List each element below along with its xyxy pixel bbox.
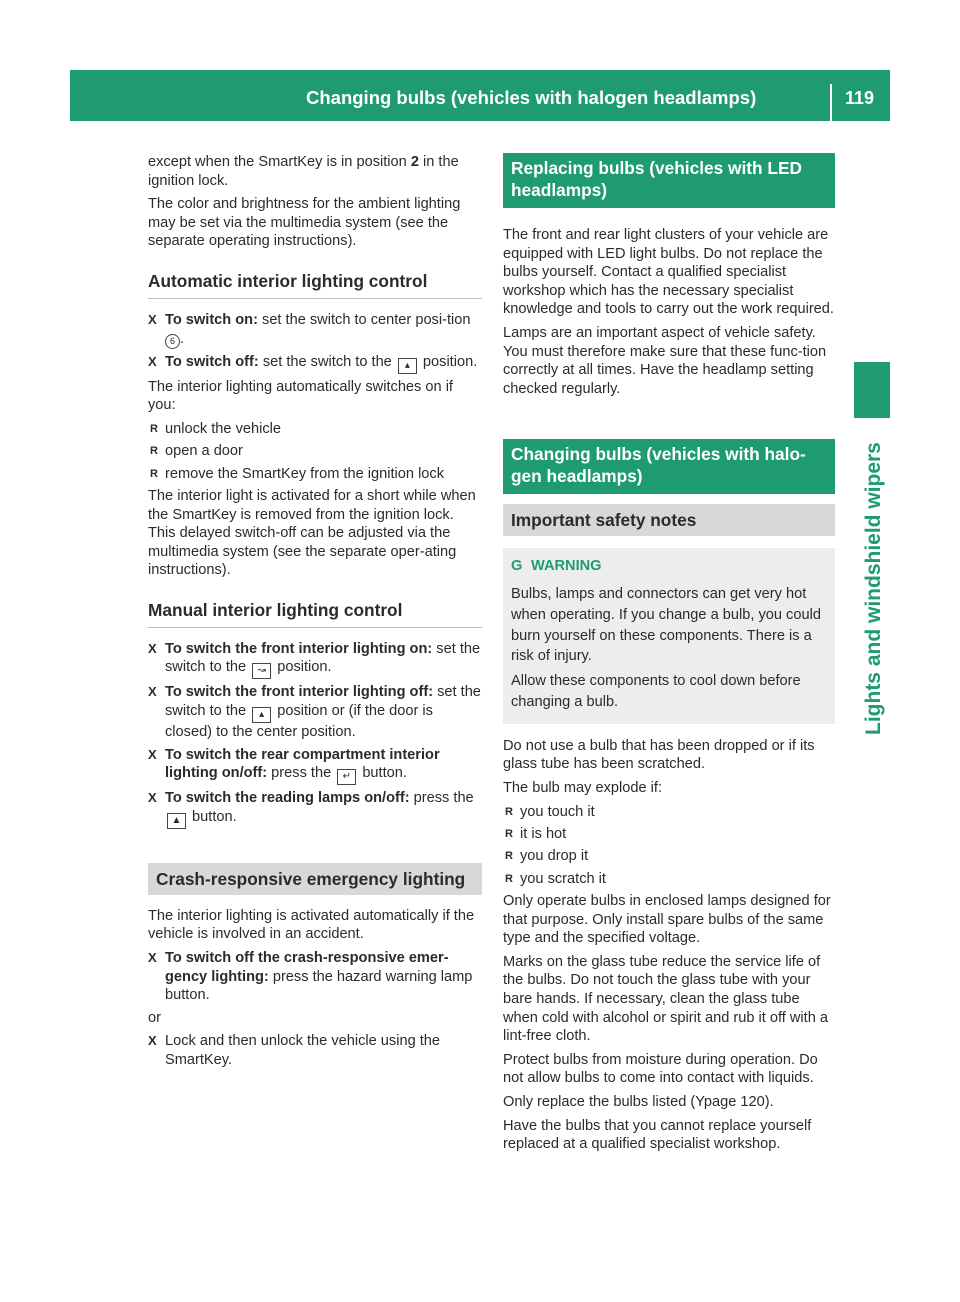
paragraph: Only replace the bulbs listed (Ypage 120).	[503, 1094, 774, 1110]
warning-text: Bulbs, lamps and connectors can get very hot when operating. If you change a bulb, you could burn yourself on these components. There is a risk of injury.	[511, 585, 821, 665]
page-ref-icon: Y	[695, 1094, 704, 1110]
off-switch-icon: ▴	[252, 707, 271, 723]
off-switch-icon: ▴	[398, 358, 417, 374]
position-6-icon: 6	[165, 334, 180, 349]
header-separator	[830, 84, 832, 121]
paragraph: The interior lighting automatically switches on if you:	[148, 378, 453, 414]
list-item: R open a door	[150, 443, 243, 460]
list-item: R you drop it	[505, 848, 589, 865]
step-marker-icon: X	[148, 746, 157, 762]
list-item: R remove the SmartKey from the ignition lock	[150, 465, 445, 482]
paragraph: The interior light is activated for a short while when the SmartKey is removed from the ignition lock. This delayed switch-off can be adjusted via the multimedia system (see the separate oper-ating instructions).	[148, 487, 476, 579]
paragraph: Have the bulbs that you cannot replace yourself replaced at a qualified specialist workshop.	[503, 1117, 812, 1153]
door-contact-icon: ↝	[252, 663, 271, 679]
list-item: R you scratch it	[505, 870, 606, 887]
section-heading-crash-lighting: Crash-responsive emergency lighting	[148, 863, 482, 895]
instruction-step: X To switch the front interior lighting off: set the switch to the ▴ position or (if the door is closed) to the center position.	[148, 684, 481, 741]
warning-text: Allow these components to cool down before changing a bulb.	[511, 673, 801, 710]
step-marker-icon: X	[148, 640, 157, 656]
page-header	[70, 70, 890, 121]
warning-box	[503, 548, 835, 723]
paragraph: The interior lighting is activated automatically if the vehicle is involved in an accident.	[148, 907, 475, 943]
paragraph: Only operate bulbs in enclosed lamps designed for that purpose. Only install spare bulbs of the same type and the specified voltage.	[503, 893, 831, 947]
list-item: R unlock the vehicle	[150, 420, 282, 437]
bullet-icon: R	[505, 872, 513, 885]
bullet-icon: R	[150, 445, 158, 458]
instruction-step: X To switch the reading lamps on/off: press the ▲ button.	[148, 789, 482, 829]
paragraph: Lamps are an important aspect of vehicle safety. You must therefore make sure that these func-tion correctly at all times. Have the headlamp setting checked regularly.	[503, 324, 827, 397]
step-marker-icon: X	[148, 950, 157, 966]
page-header-title: Changing bulbs (vehicles with halogen headlamps)	[306, 87, 757, 108]
warning-icon: G	[511, 558, 523, 575]
right-column	[503, 153, 835, 1159]
section-heading-led-headlamps: Replacing bulbs (vehicles with LED headlamps)	[503, 153, 835, 208]
step-marker-icon: X	[148, 311, 157, 327]
bullet-icon: R	[150, 467, 158, 480]
section-heading-automatic-lighting: Automatic interior lighting control	[148, 270, 482, 299]
rear-lamp-icon: ↵	[337, 769, 356, 785]
step-marker-icon: X	[148, 684, 157, 700]
left-column	[148, 153, 482, 1074]
bullet-icon: R	[505, 850, 513, 863]
paragraph: The bulb may explode if:	[503, 779, 662, 796]
paragraph: Do not use a bulb that has been dropped or if its glass tube has been scratched.	[503, 737, 815, 773]
step-marker-icon: X	[148, 353, 157, 369]
instruction-step: X To switch off the crash-responsive emer-gency lighting: press the hazard warning lamp button.	[148, 950, 473, 1004]
page-number: 119	[845, 88, 875, 108]
warning-title: G WARNING	[511, 558, 602, 575]
step-marker-icon: X	[148, 790, 157, 806]
instruction-step: X To switch the rear compartment interior lighting on/off: press the ↵ button.	[148, 746, 482, 786]
list-item: R you touch it	[505, 803, 595, 820]
section-heading-halogen-headlamps: Changing bulbs (vehicles with halo-gen headlamps)	[503, 439, 835, 494]
bullet-icon: R	[505, 805, 513, 818]
paragraph: The front and rear light clusters of your vehicle are equipped with LED light bulbs. Do not replace the bulbs yourself. Contact a qualified specialist workshop which has the necessary specialist knowledge and tools to carry out the work required.	[503, 227, 834, 318]
paragraph: except when the SmartKey is in position 2 in the ignition lock.	[148, 154, 459, 189]
step-marker-icon: X	[148, 1033, 157, 1049]
paragraph: or	[148, 1009, 161, 1026]
section-heading-safety-notes: Important safety notes	[503, 504, 835, 536]
instruction-step: X To switch on: set the switch to center posi-tion 6 .	[148, 311, 471, 347]
section-heading-manual-lighting: Manual interior lighting control	[148, 599, 482, 628]
bullet-icon: R	[150, 422, 158, 435]
paragraph: Protect bulbs from moisture during operation. Do not allow bulbs to come into contact with liquids.	[503, 1051, 818, 1087]
bullet-icon: R	[505, 827, 513, 840]
reading-lamp-icon: ▲	[167, 813, 186, 829]
instruction-step: X To switch the front interior lighting on: set the switch to the ↝ position.	[148, 640, 482, 680]
instruction-step: X Lock and then unlock the vehicle using the SmartKey.	[148, 1033, 441, 1069]
instruction-step: X To switch off: set the switch to the ▴ position.	[148, 353, 482, 374]
paragraph: Marks on the glass tube reduce the service life of the bulbs. Do not touch the glass tube with your bare hands. If necessary, clean the glass tube when cold with alcohol or spirit and rub it off with a lint-free cloth.	[503, 953, 829, 1045]
list-item: R it is hot	[505, 825, 567, 842]
chapter-label: Lights and windshield wipers	[862, 442, 885, 735]
page-reference-link[interactable]: page 120	[703, 1094, 765, 1110]
paragraph: The color and brightness for the ambient lighting may be set via the multimedia system (see the separate operating instructions).	[148, 196, 461, 250]
